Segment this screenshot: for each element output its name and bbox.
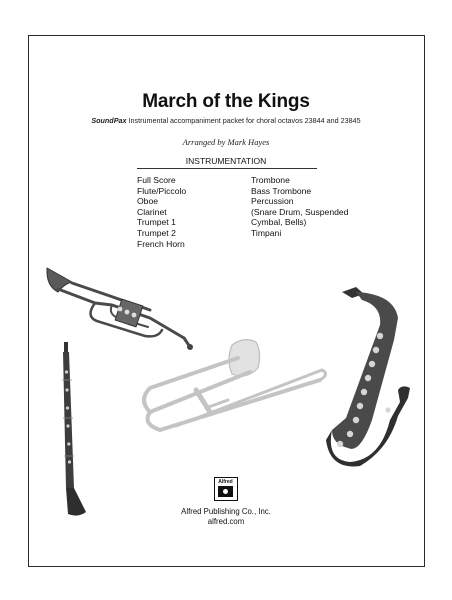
saxophone-icon [326,287,410,466]
logo-mark [218,486,233,497]
logo-text: Alfred [218,479,233,485]
instrument-item: Timpani [251,227,282,238]
trombone-icon [144,340,326,430]
instrument-item: French Horn [137,238,185,249]
page-title: March of the Kings [142,91,310,112]
instrument-item: Cymbal, Bells) [251,217,307,228]
instrument-item: Clarinet [137,206,167,217]
instrument-item: Flute/Piccolo [137,185,187,196]
instrument-item: (Snare Drum, Suspended [251,206,349,217]
instrument-item: Bass Trombone [251,185,312,196]
instrument-item: Trumpet 1 [137,217,176,228]
instrument-item: Trumpet 2 [137,227,176,238]
publisher-block [0,507,452,526]
instrument-item: Trombone [251,175,290,185]
instrumentation-heading: INSTRUMENTATION [185,156,267,166]
publisher-name: Alfred Publishing Co., Inc. [181,507,271,516]
instrument-item: Percussion [251,196,294,207]
publisher-website[interactable]: alfred.com [207,516,245,526]
alfred-logo [214,477,238,501]
arranger-credit: Arranged by Mark Hayes [182,137,270,147]
subtitle-brand: SoundPax [91,116,127,125]
instrument-item: Oboe [137,196,159,207]
subtitle-text: Instrumental accompaniment packet for choral octavos 23844 and 23845 [126,116,361,125]
clarinet-icon [62,342,86,516]
trumpet-icon [47,268,193,350]
instrument-item: Full Score [137,175,176,185]
